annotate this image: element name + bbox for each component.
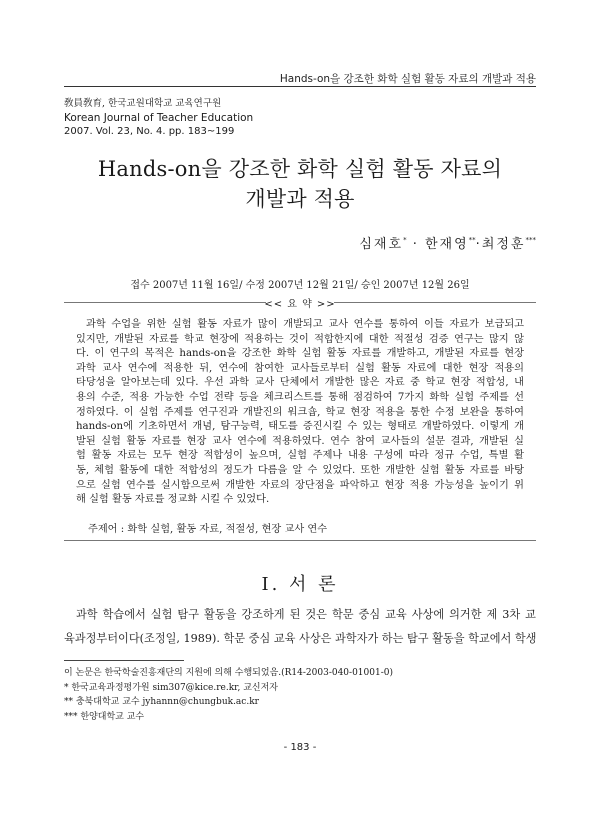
author-separator: · bbox=[412, 237, 419, 252]
abstract-line: 있지만, 개발된 자료를 학교 현장에 적용하는 것이 적합한지에 대한 적절성 검증 연구는 많지 않 bbox=[76, 333, 524, 345]
keywords: 주제어 : 화학 실험, 활동 자료, 적절성, 현장 교사 연수 bbox=[88, 524, 328, 535]
abstract-line: 타당성을 알아보는데 있다. 우선 과학 교사 단체에서 개발한 많은 자료 중 학교 현장 적합성, 내 bbox=[76, 377, 524, 389]
page-number: - 183 - bbox=[283, 742, 317, 753]
abstract-line: 과학 교사 연수에 적용한 뒤, 연수에 참여한 교사들로부터 실험 활동 자료에 대한 현장 적용의 bbox=[76, 362, 524, 374]
paper-title-line2: 개발과 적용 bbox=[245, 187, 355, 211]
author-name: 최정훈 bbox=[481, 237, 526, 252]
submission-dates: 접수 2007년 11월 16일/ 수정 2007년 12월 21일/ 승인 2007년 12월 26일 bbox=[130, 280, 470, 291]
journal-volume-info: 2007. Vol. 23, No. 4. pp. 183~199 bbox=[64, 126, 235, 137]
summary-heading bbox=[64, 295, 536, 309]
abstract-line: 험 활동 자료는 모두 현장 적합성이 높으며, 실험 주제나 내용 구성에 따라 정규 수업, 특별 활 bbox=[76, 450, 524, 462]
footnote: * 한국교육과정평가원 sim307@kice.re.kr, 교신저자 bbox=[64, 682, 278, 693]
author-mark: *** bbox=[525, 236, 536, 244]
body-line: 육과정부터이다(조정일, 1989). 학문 중심 교육 사상은 과학자가 하는 탐구 활동을 학교에서 학생 bbox=[64, 632, 537, 645]
abstract-line: 으로 실험 연수를 실시함으로써 개발한 자료의 장단점을 파악하고 현장 적용 가능성을 높이기 위 bbox=[76, 479, 524, 491]
abstract-line: hands-on에 기초하면서 개념, 탐구능력, 태도를 증진시킬 수 있는 형태로 개발하였다. 이렇게 개 bbox=[76, 421, 524, 433]
footnote: *** 한양대학교 교수 bbox=[64, 711, 145, 722]
paper-title-line1: Hands-on을 강조한 화학 실험 활동 자료의 bbox=[97, 157, 503, 181]
footnote-rule bbox=[64, 660, 184, 661]
section-heading: Ⅰ. 서 론 bbox=[261, 574, 339, 595]
author-mark: * bbox=[403, 236, 407, 244]
abstract-line: 과학 수업을 위한 실험 활동 자료가 많이 개발되고 교사 연수를 통하여 이들 자료가 보급되고 bbox=[86, 319, 524, 330]
summary-label: << 요 약 >> bbox=[264, 299, 336, 310]
running-header: Hands-on을 강조한 화학 실험 활동 자료의 개발과 적용 bbox=[279, 73, 536, 85]
author-separator: · bbox=[475, 237, 482, 252]
journal-korean-name: 敎員敎育, 한국교원대학교 교육연구원 bbox=[64, 98, 222, 109]
author-name: 심재호 bbox=[359, 237, 404, 252]
author-list bbox=[359, 233, 536, 252]
abstract-line: 발된 실험 활동 자료를 현장 교사 연수에 적용하였다. 연수 참여 교사들의 설문 결과, 개발된 실 bbox=[76, 435, 524, 447]
footnote: ** 충북대학교 교수 jyhannn@chungbuk.ac.kr bbox=[64, 697, 259, 707]
author-mark: ** bbox=[468, 236, 476, 244]
abstract-line: 해 실험 활동 자료를 정교화 시킬 수 있었다. bbox=[76, 494, 270, 506]
abstract bbox=[76, 318, 524, 508]
abstract-line: 동, 체험 활동에 대한 적합성의 정도가 다름을 알 수 있었다. 또한 개발한 실험 활동 자료를 바탕 bbox=[76, 464, 524, 476]
journal-english-name: Korean Journal of Teacher Education bbox=[64, 112, 254, 124]
footnote: 이 논문은 한국학술진흥재단의 지원에 의해 수행되었음.(R14-2003-040-01001-0) bbox=[64, 668, 393, 678]
header-rule bbox=[64, 86, 536, 87]
footnotes bbox=[64, 666, 393, 724]
journal-info bbox=[64, 97, 253, 139]
abstract-line: 용의 수준, 적용 가능한 수업 전략 등을 체크리스트를 통해 점검하여 7가지 화학 실험 주제를 선 bbox=[76, 391, 524, 403]
author-name: 한재영 bbox=[424, 237, 469, 252]
keyword-rule bbox=[64, 540, 536, 541]
abstract-line: 다. 이 연구의 목적은 hands-on을 강조한 화학 실험 활동 자료를 개발하고, 개발된 자료를 현장 bbox=[76, 348, 524, 360]
abstract-line: 정하였다. 이 실험 주제를 연구진과 개발진의 워크숍, 학교 현장 적용을 통한 수정 보완을 통하여 bbox=[76, 406, 524, 418]
body-line: 과학 학습에서 실험 탐구 활동을 강조하게 된 것은 학문 중심 교육 사상에 의거한 제 3차 교 bbox=[76, 608, 536, 621]
summary-rule-right bbox=[334, 302, 536, 303]
body-text bbox=[64, 603, 536, 651]
